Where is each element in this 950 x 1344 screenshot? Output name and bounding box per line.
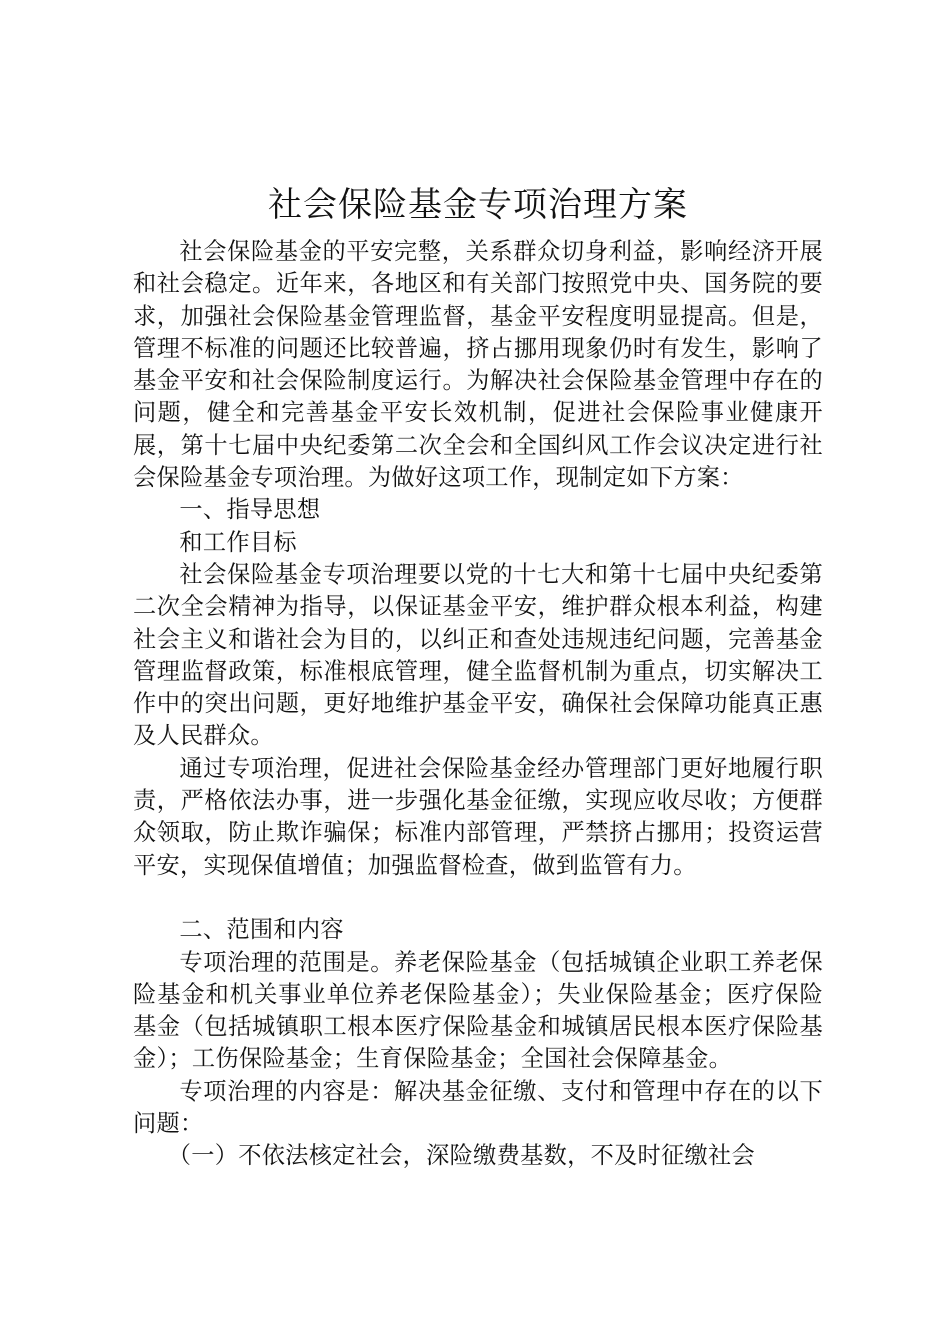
list-item-1: （一）不依法核定社会，深险缴费基数，不及时征缴社会: [167, 1142, 755, 1170]
intro-paragraph: 社会保险基金的平安完整，关系群众切身利益，影响经济开展和社会稳定。近年来，各地区和有关部门按照党中央、国务院的要求，加强社会保险基金管理监督，基金平安程度明显提高。但是，管理不标准的问题还比较普遍，挤占挪用现象仍时有发生，影响了基金平安和社会保险制度运行。为解决社会保险基金管理中存在的问题，健全和完善基金平安长效机制，促进社会保险事业健康开展，第十七届中央纪委第二次全会和全国纠风工作会议决定进行社会保险基金专项治理。为做好这项工作，现制定如下方案：: [133, 238, 823, 492]
section-heading-work-goals: 和工作目标: [179, 528, 297, 556]
document-body: [133, 236, 823, 1173]
blank-line: [133, 882, 823, 914]
document-title: 社会保险基金专项治理方案: [268, 185, 688, 225]
goals-paragraph: 通过专项治理，促进社会保险基金经办管理部门更好地履行职责，严格依法办事，进一步强化基金征缴，实现应收尽收；方便群众领取，防止欺诈骗保；标准内部管理，严禁挤占挪用；投资运营平安，实现保值增值；加强监督检查，做到监管有力。: [133, 754, 823, 879]
content-paragraph: 专项治理的内容是：解决基金征缴、支付和管理中存在的以下问题：: [133, 1077, 823, 1138]
section-heading-guiding-thought: 一、指导思想: [179, 496, 321, 524]
scope-paragraph: 专项治理的范围是。养老保险基金（包括城镇企业职工养老保险基金和机关事业单位养老保险基金）；失业保险基金；医疗保险基金（包括城镇职工根本医疗保险基金和城镇居民根本医疗保险基金）；工伤保险基金；生育保险基金；全国社会保障基金。: [133, 948, 823, 1073]
section-heading-scope: 二、范围和内容: [179, 916, 344, 944]
guiding-paragraph: 社会保险基金专项治理要以党的十七大和第十七届中央纪委第二次全会精神为指导，以保证基金平安，维护群众根本利益，构建社会主义和谐社会为目的，以纠正和查处违规违纪问题，完善基金管理监督政策，标准根底管理，健全监督机制为重点，切实解决工作中的突出问题，更好地维护基金平安，确保社会保障功能真正惠及人民群众。: [133, 560, 823, 750]
